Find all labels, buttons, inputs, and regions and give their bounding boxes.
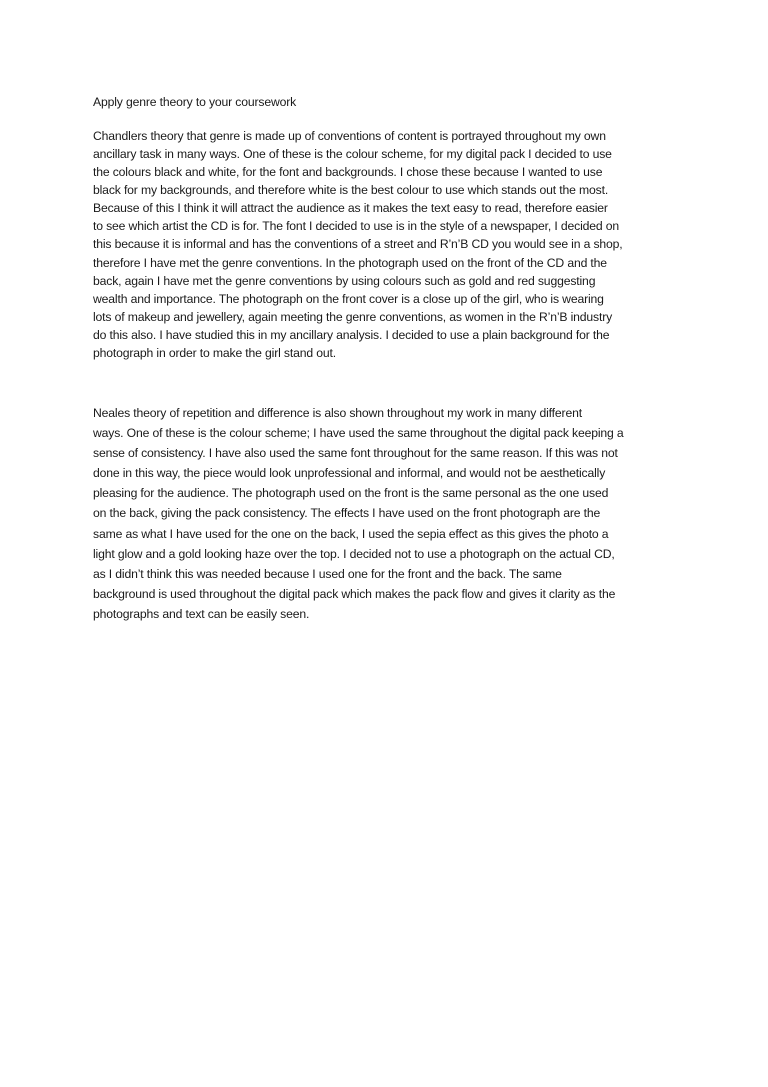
document-title: Apply genre theory to your coursework	[93, 95, 297, 109]
paragraph-line: lots of makeup and jewellery, again meeting the genre conventions, as women in the R’n’B industry	[93, 309, 613, 324]
paragraph-line: black for my backgrounds, and therefore white is the best colour to use which stands out the most.	[93, 183, 609, 198]
paragraph-line: ways. One of these is the colour scheme; I have used the same throughout the digital pack keeping a	[93, 426, 624, 441]
paragraph-line: background is used throughout the digital pack which makes the pack flow and gives it clarity as the	[93, 586, 616, 601]
paragraph-chandler-theory	[93, 127, 623, 362]
paragraph-line: same as what I have used for the one on the back, I used the sepia effect as this gives the photo a	[93, 526, 609, 541]
paragraph-line: photographs and text can be easily seen.	[93, 606, 310, 621]
paragraph-line: therefore I have met the genre conventions. In the photograph used on the front of the CD and the	[93, 255, 607, 270]
paragraph-line: photograph in order to make the girl stand out.	[93, 345, 336, 360]
paragraph-line: back, again I have met the genre conventions by using colours such as gold and red suggesting	[93, 273, 596, 288]
paragraph-line: light glow and a gold looking haze over the top. I decided not to use a photograph on the actual CD,	[93, 546, 615, 561]
paragraph-line: pleasing for the audience. The photograph used on the front is the same personal as the one used	[93, 486, 609, 501]
paragraph-line: to see which artist the CD is for. The font I decided to use is in the style of a newspaper, I decided on	[93, 219, 619, 234]
paragraph-neale-theory	[93, 403, 624, 624]
paragraph-line: Neales theory of repetition and difference is also shown throughout my work in many different	[93, 406, 582, 420]
paragraph-line: this because it is informal and has the conventions of a street and R’n’B CD you would see in a shop,	[93, 237, 623, 252]
paragraph-line: sense of consistency. I have also used the same font throughout for the same reason. If this was not	[93, 446, 618, 461]
paragraph-line: ancillary task in many ways. One of these is the colour scheme, for my digital pack I decided to use	[93, 147, 612, 162]
paragraph-line: wealth and importance. The photograph on the front cover is a close up of the girl, who is wearing	[93, 291, 604, 306]
paragraph-line: done in this way, the piece would look unprofessional and informal, and would not be aesthetically	[93, 466, 606, 481]
paragraph-line: do this also. I have studied this in my ancillary analysis. I decided to use a plain background for the	[93, 327, 610, 342]
paragraph-line: Because of this I think it will attract the audience as it makes the text easy to read, therefore easier	[93, 201, 608, 216]
paragraph-line: as I didn’t think this was needed because I used one for the front and the back. The same	[93, 566, 562, 581]
paragraph-line: on the back, giving the pack consistency. The effects I have used on the front photograph are the	[93, 506, 601, 521]
paragraph-line: Chandlers theory that genre is made up of conventions of content is portrayed throughout my own	[93, 129, 606, 143]
paragraph-line: the colours black and white, for the font and backgrounds. I chose these because I wanted to use	[93, 165, 603, 180]
